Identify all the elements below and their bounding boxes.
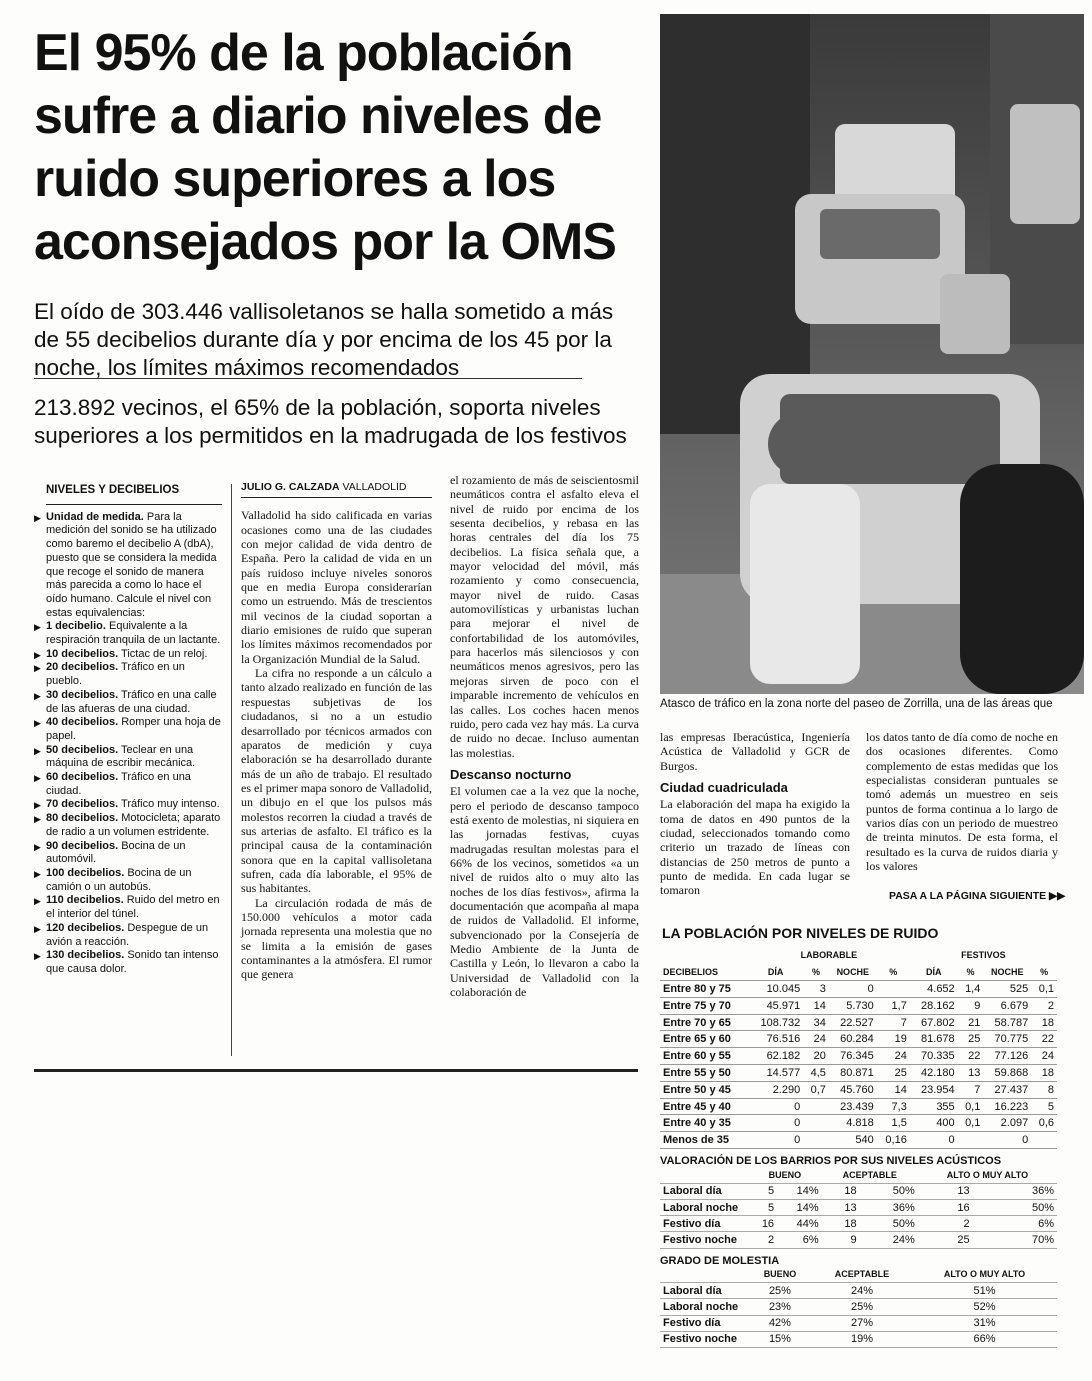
sidebar-item-term: 80 decibelios.: [46, 812, 119, 825]
table-cell: 5.730: [829, 997, 877, 1014]
sidebar-item: [34, 689, 222, 716]
table-cell: 108.732: [748, 1014, 803, 1031]
table-cell: 27%: [812, 1315, 912, 1331]
table-cell: 2.097: [983, 1115, 1031, 1132]
table-cell: 525: [983, 981, 1031, 998]
noise-table-title: LA POBLACIÓN POR NIVELES DE RUIDO: [662, 925, 939, 941]
table-cell: 62.182: [748, 1048, 803, 1065]
sidebar-item-term: 50 decibelios.: [46, 743, 119, 756]
sidebar-item-text: Despegue de un avión a reacción.: [46, 921, 209, 948]
table-cell: 19: [877, 1031, 910, 1048]
table-row: [660, 997, 1057, 1014]
table-cell: [803, 1132, 829, 1149]
subhead-grid-city: Ciudad cuadriculada: [660, 780, 788, 796]
sidebar-item-term: 10 decibelios.: [46, 647, 119, 660]
table-cell: 25: [958, 1031, 984, 1048]
table-header: ACEPTABLE: [822, 1167, 918, 1183]
byline-place: VALLADOLID: [342, 481, 407, 493]
table-row: [660, 1216, 1057, 1232]
table-cell: 45.760: [829, 1081, 877, 1098]
table-cell: 2: [1031, 997, 1057, 1014]
table-cell: 20: [803, 1048, 829, 1065]
table-cell: 42.180: [910, 1065, 958, 1082]
sidebar-item-text: Sonido tan intenso que causa dolor.: [46, 949, 219, 975]
row-label-cell: Entre 75 y 70: [660, 997, 748, 1014]
row-label-cell: Entre 40 y 35: [660, 1115, 748, 1132]
column-divider: [231, 484, 232, 1056]
table-header: ALTO O MUY ALTO: [918, 1167, 1057, 1183]
sidebar-item-text: Tráfico muy intenso.: [121, 798, 220, 811]
row-label-cell: Festivo día: [660, 1216, 748, 1232]
table-header: %: [1031, 964, 1057, 981]
table-header: %: [958, 964, 984, 981]
table-cell: 59.868: [983, 1065, 1031, 1082]
table-header: DECIBELIOS: [660, 964, 748, 981]
sidebar-item-text: Ruido del metro en el interior del túnel.: [46, 894, 220, 921]
table-cell: 18: [822, 1183, 860, 1199]
noise-table-body: [660, 981, 1057, 1149]
table-cell: 14: [803, 997, 829, 1014]
row-label-cell: Menos de 35: [660, 1132, 748, 1149]
sidebar-item-term: 60 decibelios.: [46, 771, 119, 784]
traffic-photo-illustration: [660, 14, 1084, 694]
table-cell: 0,7: [803, 1081, 829, 1098]
table-cell: 42%: [748, 1315, 812, 1331]
table-cell: 19%: [812, 1331, 912, 1347]
table-group-header: LABORABLE: [800, 950, 858, 961]
table-cell: 23.954: [910, 1081, 958, 1098]
table-cell: [958, 1132, 984, 1149]
table-row: [660, 1232, 1057, 1248]
table-cell: 0: [910, 1132, 958, 1149]
table-cell: 5: [748, 1199, 777, 1215]
table-header: ACEPTABLE: [812, 1267, 912, 1283]
row-label-cell: Entre 55 y 50: [660, 1065, 748, 1082]
sidebar-decibels: [34, 484, 222, 977]
byline: [241, 480, 432, 498]
article-column-2: [450, 473, 639, 999]
table-row: [660, 1183, 1057, 1199]
sidebar-item: [34, 661, 222, 688]
photo-caption: Atasco de tráfico en la zona norte del paseo de Zorrilla, una de las áreas que: [660, 698, 1053, 710]
table-cell: 18: [822, 1216, 860, 1232]
row-label-cell: Entre 60 y 55: [660, 1048, 748, 1065]
table-cell: 14%: [777, 1183, 822, 1199]
table-cell: 22.527: [829, 1014, 877, 1031]
table-cell: 81.678: [910, 1031, 958, 1048]
table-row: [660, 1283, 1057, 1299]
table-cell: 0: [829, 981, 877, 998]
table-cell: [803, 1098, 829, 1115]
row-label-cell: Entre 50 y 45: [660, 1081, 748, 1098]
table-group-header: FESTIVOS: [961, 950, 1006, 961]
sidebar-item-term: 70 decibelios.: [46, 798, 119, 811]
deck-primary: El oído de 303.446 vallisoletanos se halla sometido a más de 55 decibelios durante día y por encima de los 45 por la noche, los límites máximos recomendados: [34, 299, 614, 380]
table-cell: 4.652: [910, 981, 958, 998]
table-cell: 6%: [777, 1232, 822, 1248]
sidebar-item-term: 120 decibelios.: [46, 921, 125, 934]
row-label-cell: Laboral día: [660, 1283, 748, 1299]
article-paragraph: El volumen cae a la vez que la noche, pero el periodo de descanso tampoco está exento de molestias, ni siquiera en las jornadas festivas, cuyas madrugadas resultan molestas para el 66% de los vecinos, sometidos «a un nivel de ruidos alto o muy alto las noches de los días festivos», afirma la documentación que acompaña al mapa de ruidos de Valladolid. El informe, subvencionado por la Consejería de Medio Ambiente de la Junta de Castilla y León, lo llevaron a cabo la Universidad de Valladolid con la colaboración de: [450, 784, 639, 1000]
article-column-4: [866, 730, 1058, 873]
table-cell: 45.971: [748, 997, 803, 1014]
table-cell: 7: [877, 1014, 910, 1031]
subhead-night-rest: Descanso nocturno: [450, 766, 572, 782]
table-header: NOCHE: [829, 964, 877, 981]
table-cell: 28.162: [910, 997, 958, 1014]
sidebar-item-text: Equivalente a la respiración tranquila de un lactante.: [46, 620, 221, 647]
headline: El 95% de la población sufre a diario niveles de ruido superiores a los aconsejados por la OMS: [34, 24, 616, 271]
table-header-spacer: [660, 947, 748, 964]
table-cell: 14: [877, 1081, 910, 1098]
table-header-row: [660, 1167, 1057, 1183]
row-label-cell: Festivo día: [660, 1315, 748, 1331]
table-header-spacer: [660, 1167, 748, 1183]
table-cell: 9: [958, 997, 984, 1014]
table-cell: 540: [829, 1132, 877, 1149]
table-cell: 13: [822, 1199, 860, 1215]
table-cell: 1,4: [958, 981, 984, 998]
table-cell: 14%: [777, 1199, 822, 1215]
table-cell: 0: [748, 1115, 803, 1132]
table-cell: 25: [918, 1232, 973, 1248]
table-cell: 50%: [973, 1199, 1057, 1215]
table-header: ALTO O MUY ALTO: [912, 1267, 1057, 1283]
table-header-row: [660, 964, 1057, 981]
table-cell: 9: [822, 1232, 860, 1248]
table-group-header-row: [660, 947, 1057, 964]
sidebar-item-text: Tráfico en un pueblo.: [46, 661, 185, 688]
table-cell: 13: [958, 1065, 984, 1082]
table-cell: 67.802: [910, 1014, 958, 1031]
table-cell: 24%: [860, 1232, 918, 1248]
table-cell: 3: [803, 981, 829, 998]
table-cell: 24: [877, 1048, 910, 1065]
sidebar-item: [34, 840, 222, 867]
deck-divider: [34, 378, 582, 379]
table-cell: 21: [958, 1014, 984, 1031]
article-column-1: [241, 480, 432, 982]
table-cell: [877, 981, 910, 998]
sidebar-intro-term: Unidad de medida.: [46, 510, 144, 523]
table-cell: 70%: [973, 1232, 1057, 1248]
table-cell: 1,7: [877, 997, 910, 1014]
deck-secondary: 213.892 vecinos, el 65% de la población, soporta niveles superiores a los permitidos en la madrugada de los festivos: [34, 395, 627, 448]
table-cell: 0,1: [1031, 981, 1057, 998]
table-cell: 77.126: [983, 1048, 1031, 1065]
table-row: [660, 1031, 1057, 1048]
table-cell: 25: [877, 1065, 910, 1082]
sidebar-item-term: 20 decibelios.: [46, 661, 119, 674]
table-cell: 52%: [912, 1299, 1057, 1315]
table-header-spacer: [660, 1267, 748, 1283]
row-label-cell: Laboral noche: [660, 1199, 748, 1215]
row-label-cell: Laboral día: [660, 1183, 748, 1199]
table-cell: 7,3: [877, 1098, 910, 1115]
table-cell: 76.516: [748, 1031, 803, 1048]
table-cell: 70.775: [983, 1031, 1031, 1048]
table-cell: 31%: [912, 1315, 1057, 1331]
byline-author: JULIO G. CALZADA: [241, 481, 340, 493]
table-cell: 70.335: [910, 1048, 958, 1065]
table-header: %: [803, 964, 829, 981]
table-cell: 5: [1031, 1098, 1057, 1115]
table-cell: 58.787: [983, 1014, 1031, 1031]
table-cell: 5: [748, 1183, 777, 1199]
sidebar-item-term: 30 decibelios.: [46, 688, 119, 701]
sidebar-intro-text: Para la medición del sonido se ha utilizado como baremo el decibelio A (dbA), puesto que se considera la medida que recoge el sonido de manera más parecida a como lo hace el oído humano. Calcule el nivel con estas equivalencias:: [46, 510, 217, 619]
table-cell: 2: [748, 1232, 777, 1248]
noise-table: [660, 947, 1057, 1149]
table-header: %: [877, 964, 910, 981]
barrios-table: [660, 1167, 1057, 1248]
table-cell: 0,6: [1031, 1115, 1057, 1132]
sidebar-item-text: Motocicleta; aparato de radio a un volumen estridente.: [46, 812, 221, 838]
article-paragraph: Valladolid ha sido calificada en varias ocasiones como una de las ciudades con mejor calidad de vida dentro de España. Pero la calidad de vida en un país ruidoso incluye niveles sonoros que en media Europa considerarían como un estruendo. Más de trescientos mil vecinos de la ciudad soportan a diario emisiones de ruido que superan los límites máximos recomendados por la Organización Mundial de la Salud.: [241, 508, 432, 666]
article-paragraph: La circulación rodada de más de 150.000 vehículos a motor cada jornada representa una molestia que no se limita a la emisión de gases contaminantes a la atmósfera. El rumor que genera: [241, 895, 432, 982]
table-header: DÍA: [748, 964, 803, 981]
table-cell: 18: [1031, 1014, 1057, 1031]
row-label-cell: Laboral noche: [660, 1299, 748, 1315]
table-cell: 6.679: [983, 997, 1031, 1014]
table-row: [660, 1299, 1057, 1315]
sidebar-item-term: 40 decibelios.: [46, 716, 119, 729]
table-cell: 22: [958, 1048, 984, 1065]
table-cell: 2: [918, 1216, 973, 1232]
table-cell: 8: [1031, 1081, 1057, 1098]
table-cell: 50%: [860, 1183, 918, 1199]
sidebar-item-term: 110 decibelios.: [46, 894, 124, 907]
table-cell: 27.437: [983, 1081, 1031, 1098]
sidebar-item-text: Romper una hoja de papel.: [46, 716, 221, 742]
row-label-cell: Entre 65 y 60: [660, 1031, 748, 1048]
sidebar-item: [34, 812, 222, 839]
sidebar-item: [34, 949, 222, 976]
table-cell: 24%: [812, 1283, 912, 1299]
sidebar-item: [34, 771, 222, 798]
table-row: [660, 1014, 1057, 1031]
table-cell: 24: [1031, 1048, 1057, 1065]
table-cell: 66%: [912, 1331, 1057, 1347]
table-cell: 36%: [860, 1199, 918, 1215]
table-cell: 50%: [860, 1216, 918, 1232]
table-cell: [803, 1115, 829, 1132]
table-row: [660, 1199, 1057, 1215]
sidebar-title: NIVELES Y DECIBELIOS: [46, 484, 222, 505]
row-label-cell: Entre 70 y 65: [660, 1014, 748, 1031]
table-cell: 0,1: [958, 1115, 984, 1132]
article-column-3: [660, 730, 850, 898]
sidebar-item: [34, 620, 222, 647]
sidebar-intro: [34, 511, 222, 621]
row-label-cell: Entre 80 y 75: [660, 981, 748, 998]
barrios-table-body: [660, 1183, 1057, 1248]
table-cell: 16: [748, 1216, 777, 1232]
bottom-rule: [34, 1069, 638, 1072]
table-cell: 4,5: [803, 1065, 829, 1082]
table-cell: 10.045: [748, 981, 803, 998]
table-row: [660, 1048, 1057, 1065]
sidebar-item-term: 1 decibelio.: [46, 620, 106, 633]
table-cell: 22: [1031, 1031, 1057, 1048]
table-row: [660, 1098, 1057, 1115]
sidebar-item: [34, 716, 222, 743]
sidebar-item-text: Tictac de un reloj.: [121, 647, 208, 660]
row-label-cell: Festivo noche: [660, 1331, 748, 1347]
data-tables: [660, 925, 1060, 1348]
barrios-table-title: VALORACIÓN DE LOS BARRIOS POR SUS NIVELES ACÚSTICOS: [660, 1155, 1002, 1168]
table-row: [660, 1081, 1057, 1098]
sidebar-item-term: 90 decibelios.: [46, 839, 119, 852]
table-cell: 0,16: [877, 1132, 910, 1149]
table-cell: 24: [803, 1031, 829, 1048]
table-cell: 60.284: [829, 1031, 877, 1048]
article-paragraph: los datos tanto de día como de noche en dos ocasiones diferentes. Como complemento de estas medidas que los especialistas consideran puntuales se tomó además un muestreo en seis puntos de forma continua a lo largo de varios días con un periodo de muestreo de treinta minutos. De esta forma, el resultado es la curva de ruidos diaria y los valores: [866, 730, 1058, 874]
table-cell: 80.871: [829, 1065, 877, 1082]
table-header: BUENO: [748, 1167, 822, 1183]
molestia-table: [660, 1267, 1057, 1348]
sidebar-item-text: Teclear en una máquina de escribir mecánica.: [46, 743, 196, 770]
table-cell: 18: [1031, 1065, 1057, 1082]
sidebar-item: [34, 922, 222, 949]
table-cell: 36%: [973, 1183, 1057, 1199]
table-cell: 51%: [912, 1283, 1057, 1299]
sidebar-item-term: 100 decibelios.: [46, 866, 125, 879]
table-cell: 7: [958, 1081, 984, 1098]
table-cell: 0: [748, 1098, 803, 1115]
sidebar-item: [34, 867, 222, 894]
table-cell: 1,5: [877, 1115, 910, 1132]
table-cell: 6%: [973, 1216, 1057, 1232]
sidebar-item: [34, 744, 222, 771]
continued-link[interactable]: PASA A LA PÁGINA SIGUIENTE ▶▶: [889, 890, 1066, 902]
sidebar-item: [34, 894, 222, 921]
table-cell: 76.345: [829, 1048, 877, 1065]
table-cell: 0,1: [958, 1098, 984, 1115]
table-header: BUENO: [748, 1267, 812, 1283]
table-header: NOCHE: [983, 964, 1031, 981]
table-cell: 25%: [812, 1299, 912, 1315]
molestia-table-title: GRADO DE MOLESTIA: [660, 1254, 780, 1267]
table-cell: 14.577: [748, 1065, 803, 1082]
sidebar-item-text: Tráfico en una ciudad.: [46, 771, 191, 797]
row-label-cell: Entre 45 y 40: [660, 1098, 748, 1115]
table-cell: 44%: [777, 1216, 822, 1232]
table-row: [660, 981, 1057, 998]
table-cell: 355: [910, 1098, 958, 1115]
table-cell: 13: [918, 1183, 973, 1199]
traffic-photo: [660, 14, 1084, 694]
table-cell: 23.439: [829, 1098, 877, 1115]
sidebar-item-text: Tráfico en una calle de las afueras de una ciudad.: [46, 688, 217, 715]
table-cell: 16.223: [983, 1098, 1031, 1115]
table-cell: 4.818: [829, 1115, 877, 1132]
table-header: DÍA: [910, 964, 958, 981]
sidebar-item-text: Bocina de un automóvil.: [46, 839, 186, 866]
table-cell: [1031, 1132, 1057, 1149]
table-cell: 0: [748, 1132, 803, 1149]
table-cell: 0: [983, 1132, 1031, 1149]
table-cell: 400: [910, 1115, 958, 1132]
table-row: [660, 1315, 1057, 1331]
sidebar-item: [34, 648, 222, 662]
molestia-table-body: [660, 1283, 1057, 1348]
table-row: [660, 1115, 1057, 1132]
row-label-cell: Festivo noche: [660, 1232, 748, 1248]
sidebar-item: [34, 798, 222, 812]
article-paragraph: La cifra no responde a un cálculo a tanto alzado realizado en función de las respuestas subjetivas de los ciudadanos, si no a un estudio desarrollado por técnicos armados con aparatos de medición y cuya elaboración se ha desarrollado durante más de un año de trabajo. El resultado es el primer mapa sonoro de Valladolid, un dibujo en el que los pulsos más molestos recorren la ciudad a través de sus arterias de asfalto. El tráfico es la principal causa de la contaminación sonora que en la capital vallisoletana sufren, cada día laborable, el 95% de sus habitantes.: [241, 666, 432, 896]
table-cell: 15%: [748, 1331, 812, 1347]
table-row: [660, 1065, 1057, 1082]
table-cell: 2.290: [748, 1081, 803, 1098]
table-cell: 16: [918, 1199, 973, 1215]
table-row: [660, 1331, 1057, 1347]
sidebar-item-text: Bocina de un camión o un autobús.: [46, 866, 192, 893]
table-row: [660, 1132, 1057, 1149]
table-cell: 23%: [748, 1299, 812, 1315]
table-cell: 34: [803, 1014, 829, 1031]
table-header-row: [660, 1267, 1057, 1283]
sidebar-item-term: 130 decibelios.: [46, 949, 125, 962]
article-paragraph: La elaboración del mapa ha exigido la toma de datos en 490 puntos de la ciudad, seleccionados tomando como criterio un trazado de líneas con distancias de 250 metros de punto a punto de medida. En cada lugar se tomaron: [660, 797, 850, 898]
article-paragraph: las empresas Iberacústica, Ingeniería Acústica de Valladolid y GCR de Burgos.: [660, 730, 850, 773]
table-cell: 25%: [748, 1283, 812, 1299]
article-paragraph: el rozamiento de más de seiscientosmil neumáticos contra el asfalto eleva el nivel de ruido por encima de los sesenta decibelios, y rebasa en las horas centrales del día los 75 decibelios. La física señala que, a mayor velocidad del móvil, más rozamiento y como consecuencia, mayor nivel de ruido. Casas automovilísticas y urbanistas luchan para mejorar el nivel de confortabilidad de los automóviles, para hacerlos más silenciosos y con neumáticos menos agresivos, pero las mejoras sirven de poco con el imparable incremento de vehículos en las calles. Los coches hacen menos ruido, pero cada vez hay más. La curva de ruido no decae. Incluso aumentan las molestias.: [450, 473, 639, 760]
